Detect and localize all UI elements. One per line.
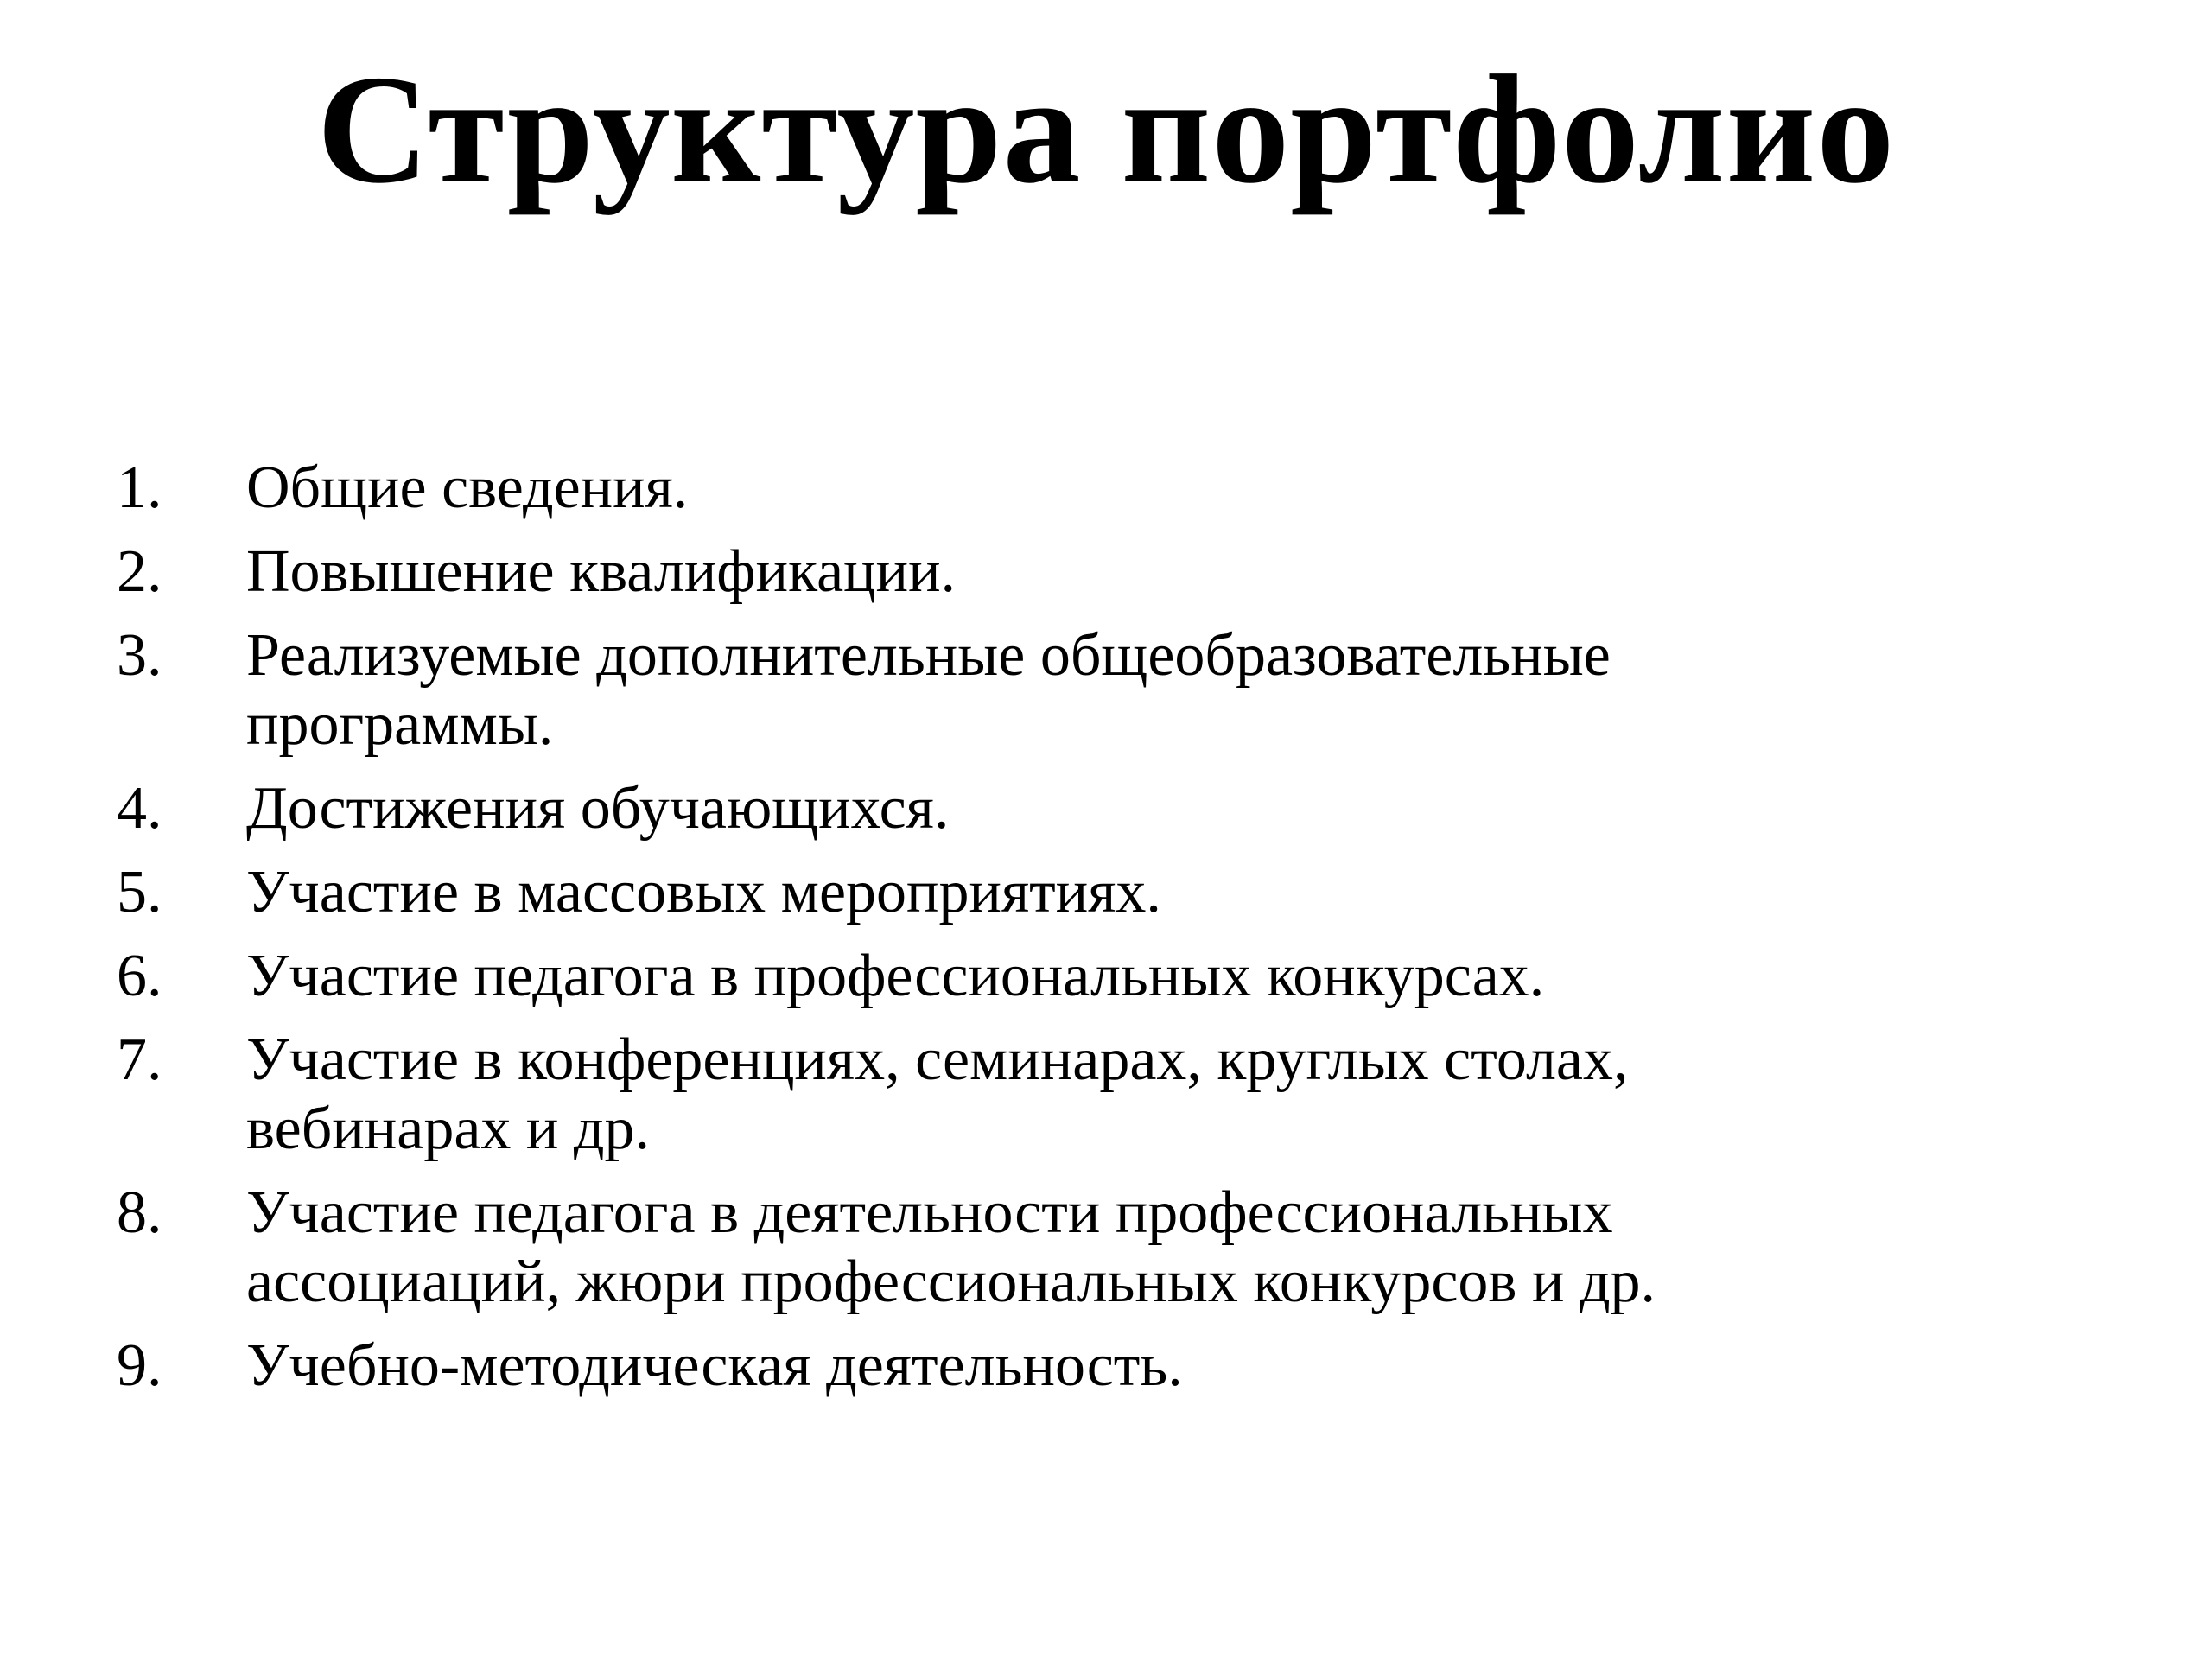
list-item-number: 6. (117, 943, 162, 1009)
list-item-7 (117, 1026, 1845, 1164)
list-item-number: 4. (117, 775, 162, 842)
list-item-6 (117, 942, 1845, 1011)
portfolio-structure-list (117, 454, 1845, 1415)
list-item-text: Учебно-методическая деятельность. (246, 1332, 1183, 1399)
list-item-5 (117, 858, 1845, 927)
list-item-1 (117, 454, 1845, 523)
list-item-number: 3. (117, 622, 162, 689)
list-item-8 (117, 1179, 1845, 1317)
list-item-number: 1. (117, 454, 162, 521)
list-item-text: Участие в массовых мероприятиях. (246, 859, 1161, 925)
list-item-number: 2. (117, 538, 162, 605)
list-item-4 (117, 774, 1845, 843)
list-item-text: Участие педагога в деятельности профессиональных ассоциаций, жюри профессиональных конкурсов и др. (246, 1179, 1656, 1315)
list-item-text: Общие сведения. (246, 454, 689, 521)
list-item-number: 8. (117, 1179, 162, 1246)
list-item-number: 7. (117, 1027, 162, 1093)
list-item-text: Повышение квалификации. (246, 538, 957, 605)
list-item-text: Участие в конференциях, семинарах, круглых столах, вебинарах и др. (246, 1027, 1629, 1162)
list-item-text: Реализуемые дополнительные общеобразовательные программы. (246, 622, 1611, 758)
list-item-number: 5. (117, 859, 162, 925)
list-item-text: Достижения обучающихся. (246, 775, 950, 842)
list-item-9 (117, 1332, 1845, 1401)
list-item-2 (117, 537, 1845, 607)
slide-title: Структура портфолио (316, 43, 1896, 215)
list-item-number: 9. (117, 1332, 162, 1399)
list-item-3 (117, 621, 1845, 760)
list-item-text: Участие педагога в профессиональных конкурсах. (246, 943, 1545, 1009)
